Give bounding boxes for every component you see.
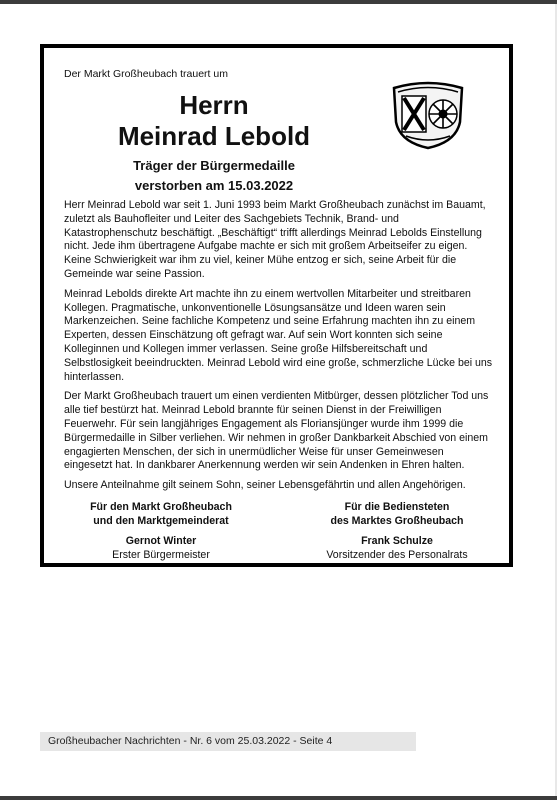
signature-org-line: und den Marktgemeinderat	[93, 514, 229, 527]
honor-line: Träger der Bürgermedaille	[133, 158, 295, 173]
signature-municipality	[56, 501, 266, 562]
title-block	[44, 88, 384, 194]
salutation: Herrn	[179, 90, 249, 120]
page-footer: Großheubacher Nachrichten - Nr. 6 vom 25.03.2022 - Seite 4	[40, 732, 416, 751]
signature-role: Vorsitzender des Personalrats	[326, 548, 468, 561]
signature-org-line: Für den Markt Großheubach	[90, 501, 232, 513]
obituary-body	[64, 199, 494, 499]
obituary-notice	[40, 44, 513, 567]
paragraph-career: Herr Meinrad Lebold war seit 1. Juni 1993 beim Markt Großheubach zunächst im Bauamt, zuletzt als Bauhofleiter und Leiter des Sachgebiets Technik, Brand- und Katastrophenschutz beschäftigt. „Beschäftigt“ trifft allerdings Meinrad Lebolds Einstellung nicht. Jede ihm übertragene Aufgabe machte er sich mit großem Arbeitseifer zu eigen. Keine Schwierigkeit war ihm zu viel, keiner Mühe entzog er sich, seine Arbeit für die Gemeinde war seine Passion.	[64, 199, 486, 280]
coat-of-arms-icon	[388, 78, 468, 150]
signature-role: Erster Bürgermeister	[112, 548, 210, 561]
page-top-bar	[0, 0, 557, 4]
signature-org-line: Für die Bediensteten	[344, 501, 450, 513]
deceased-name: Meinrad Lebold	[117, 121, 311, 151]
paragraph-condolence: Unsere Anteilnahme gilt seinem Sohn, seiner Lebensgefährtin und allen Angehörigen.	[64, 479, 466, 492]
signature-staff	[292, 501, 502, 562]
signature-org-line: des Marktes Großheubach	[330, 514, 464, 527]
intro-line: Der Markt Großheubach trauert um	[64, 68, 228, 80]
paragraph-community: Der Markt Großheubach trauert um einen verdienten Mitbürger, dessen plötzlicher Tod uns alle tief bestürzt hat. Meinrad Lebold brannte für seinen Dienst in der Freiwilligen Feuerwehr. Für sein langjähriges Engagement als Floriansjünger wurde ihm 1999 die Bürgermedaille in Silber verliehen. Wir nehmen in großer Dankbarkeit Abschied von einem engagierten Menschen, der sich in unermüdlicher Weise für unser Gemeinwesen eingesetzt hat. In dankbarer Anerkennung werden wir sein Andenken in Ehren halten.	[64, 390, 489, 472]
page-bottom-bar	[0, 796, 557, 800]
signature-person: Gernot Winter	[125, 535, 197, 547]
paragraph-character: Meinrad Lebolds direkte Art machte ihn zu einem wertvollen Mitarbeiter und streitbaren Kollegen. Pragmatische, unkonventionelle Lösungsansätze und Ideen waren sein Markenzeichen. Seine fachliche Kompetenz und seine Erfahrung machten ihn zu einem Experten, dessen Einschätzung oft gefragt war. Auf sein Wort konnten sich seine Kolleginnen und Kollegen immer verlassen. Seine große Hilfsbereitschaft und Selbstlosigkeit beeindruckten. Meinrad Lebold wird eine große, schmerzliche Lücke bei uns hinterlassen.	[64, 287, 493, 383]
death-date-line: verstorben am 15.03.2022	[134, 178, 294, 193]
signature-person: Frank Schulze	[361, 535, 433, 547]
